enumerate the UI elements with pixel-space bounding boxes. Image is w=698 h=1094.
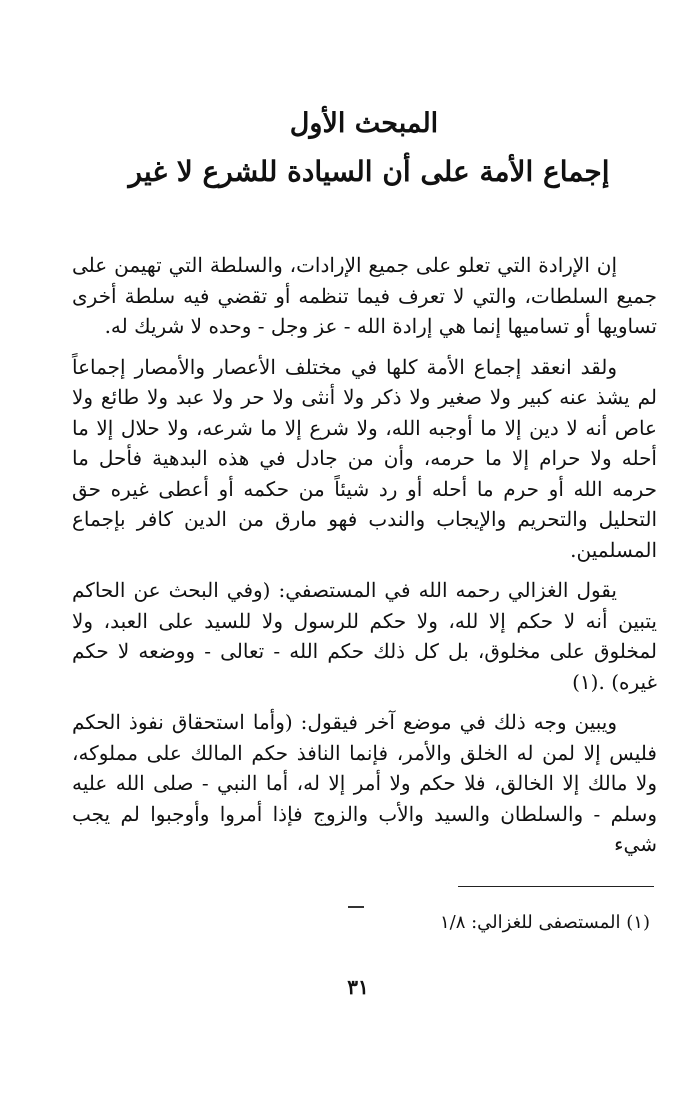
paragraph-4: ويبين وجه ذلك في موضع آخر فيقول: (وأما استحقاق نفوذ الحكم فليس إلا لمن له الخلق والأمر، فإنما النافذ حكم المالك على مملوكه، ولا مالك إلا الخالق، فلا حكم ولا أمر إلا له، أما النبي - صلى الله عليه وسلم - والسلطان والسيد والأب والزوج فإذا أمروا وأوجبوا لم يجب شيء [72,710,657,856]
footnote-divider [458,886,654,887]
page-number: ٣١ [347,975,369,999]
body-text [72,250,657,870]
section-subtitle: إجماع الأمة على أن السيادة للشرع لا غير [128,155,610,188]
print-mark [348,906,364,908]
paragraph-1: إن الإرادة التي تعلو على جميع الإرادات، والسلطة التي تهيمن على جميع السلطات، والتي لا تعرف فيما تنظمه أو تقضي فيه سلطة أخرى تساويها أو تساميها إنما هي إرادة الله - عز وجل - وحده لا شريك له. [72,253,657,338]
paragraph-3: يقول الغزالي رحمه الله في المستصفي: (وفي البحث عن الحاكم يتبين أنه لا حكم إلا لله، ولا حكم للرسول ولا للسيد على العبد، ولا لمخلوق على مخلوق، بل كل ذلك حكم الله - تعالى - ووضعه لا حكم غيره) .(١) [72,578,657,694]
footnote: (١) المستصفى للغزالي: ١/٨ [439,912,650,933]
paragraph-2: ولقد انعقد إجماع الأمة كلها في مختلف الأعصار والأمصار إجماعاً لم يشذ عنه كبير ولا صغير ولا ذكر ولا أنثى ولا حر ولا عبد ولا طائع ولا عاص أنه لا دين إلا ما أوجبه الله، ولا شرع إلا ما شرعه، ولا حلال إلا ما أحله ولا حرام إلا ما حرمه، وأن من جادل في هذه البدهية فأحل ما حرمه الله أو حرم ما أحله أو رد شيئاً من حكمه أو أعطى غيره حق التحليل والتحريم والإيجاب والندب فهو مارق من الدين كافر بإجماع المسلمين. [72,354,657,562]
section-title: المبحث الأول [289,108,439,139]
